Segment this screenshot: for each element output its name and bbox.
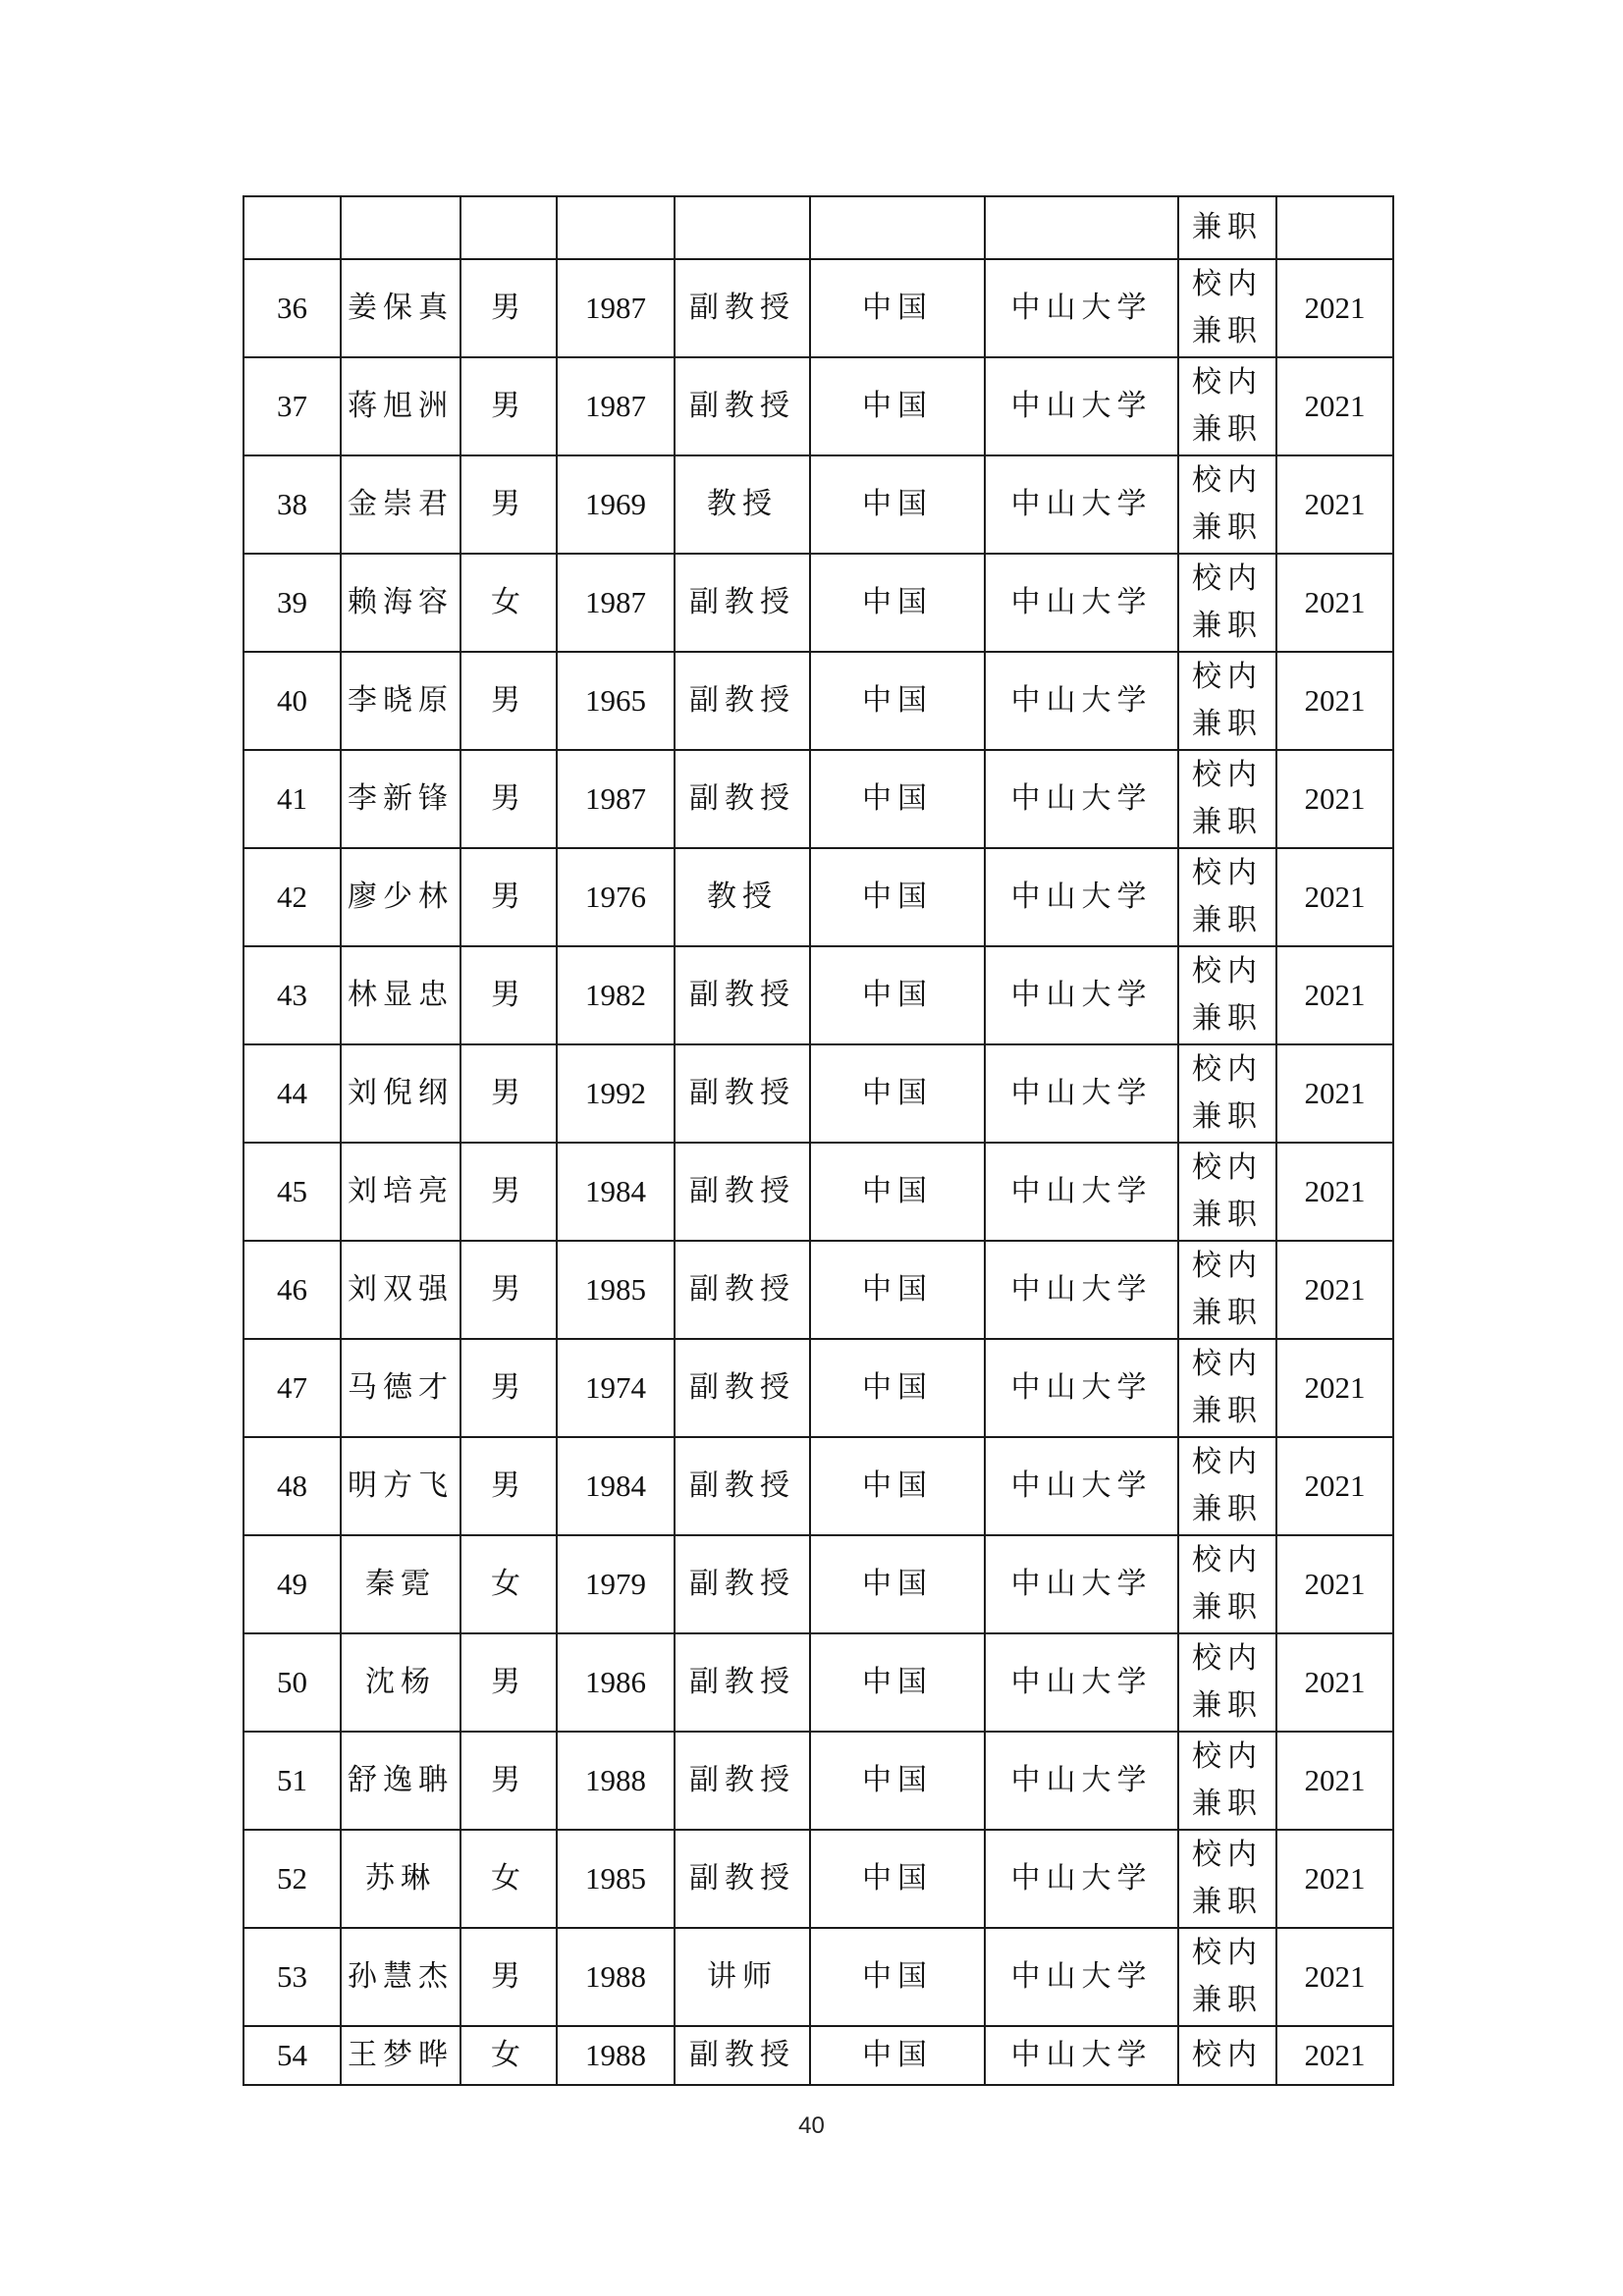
type-line-1: 校内 [1192, 463, 1263, 498]
page-number: 40 [798, 2112, 825, 2139]
cell-country: 中国 [810, 1928, 985, 2026]
type-line-2: 兼职 [1192, 903, 1263, 937]
cell-name: 刘倪纲 [341, 1044, 460, 1143]
type-line-2: 兼职 [1192, 1198, 1263, 1232]
cell-name: 赖海容 [341, 554, 460, 652]
cell-org: 中山大学 [985, 2026, 1178, 2085]
cell-type [1178, 750, 1276, 848]
cell-start: 2021 [1276, 946, 1393, 1044]
cell-year: 1969 [557, 455, 675, 554]
cell-gender: 男 [460, 1339, 557, 1437]
cell-title: 副教授 [675, 1732, 810, 1830]
faculty-table [243, 195, 1394, 2086]
type-line-2: 兼职 [1192, 1394, 1263, 1428]
cell-country: 中国 [810, 1830, 985, 1928]
cell-no: 47 [243, 1339, 341, 1437]
cell-country: 中国 [810, 1241, 985, 1339]
cell-gender: 男 [460, 946, 557, 1044]
cell-no: 50 [243, 1633, 341, 1732]
type-line-1: 校内 [1192, 365, 1263, 400]
cell-start: 2021 [1276, 1044, 1393, 1143]
cell-title: 副教授 [675, 1830, 810, 1928]
cell-type [1178, 259, 1276, 357]
type-line-2: 兼职 [1192, 1787, 1263, 1821]
cell-country: 中国 [810, 1633, 985, 1732]
cell-gender: 男 [460, 750, 557, 848]
cell-start: 2021 [1276, 1535, 1393, 1633]
cell-name: 廖少林 [341, 848, 460, 946]
table-row [243, 554, 1393, 652]
cell-org: 中山大学 [985, 1732, 1178, 1830]
type-line-1: 校内 [1192, 1249, 1263, 1283]
cell-year: 1987 [557, 357, 675, 455]
table-row [243, 357, 1393, 455]
cell-gender: 女 [460, 2026, 557, 2085]
type-line-1: 校内 [1192, 267, 1263, 301]
cell-no: 44 [243, 1044, 341, 1143]
cell-org: 中山大学 [985, 1437, 1178, 1535]
cell-year [557, 196, 675, 259]
cell-type [1178, 1633, 1276, 1732]
cell-name: 沈杨 [341, 1633, 460, 1732]
cell-no: 36 [243, 259, 341, 357]
cell-org: 中山大学 [985, 455, 1178, 554]
cell-org: 中山大学 [985, 1535, 1178, 1633]
type-line-1: 校内 [1192, 1838, 1263, 1872]
table-row [243, 1535, 1393, 1633]
table-row [243, 1044, 1393, 1143]
table-row [243, 1437, 1393, 1535]
cell-type [1178, 652, 1276, 750]
type-line-2: 兼职 [1192, 1590, 1263, 1625]
cell-org: 中山大学 [985, 946, 1178, 1044]
cell-title: 副教授 [675, 259, 810, 357]
type-line-2: 兼职 [1192, 1688, 1263, 1723]
cell-title: 副教授 [675, 1633, 810, 1732]
cell-country: 中国 [810, 1143, 985, 1241]
cell-year: 1988 [557, 2026, 675, 2085]
cell-country: 中国 [810, 1437, 985, 1535]
cell-org: 中山大学 [985, 554, 1178, 652]
cell-name: 姜保真 [341, 259, 460, 357]
cell-year: 1985 [557, 1830, 675, 1928]
cell-gender: 男 [460, 455, 557, 554]
cell-gender: 男 [460, 1928, 557, 2026]
type-line-1: 校内 [1192, 1347, 1263, 1381]
cell-type: 兼职 [1178, 196, 1276, 259]
cell-year: 1976 [557, 848, 675, 946]
cell-country: 中国 [810, 1732, 985, 1830]
cell-title: 副教授 [675, 1535, 810, 1633]
table-body [243, 196, 1393, 2085]
cell-gender: 男 [460, 357, 557, 455]
cell-no: 48 [243, 1437, 341, 1535]
cell-country: 中国 [810, 1535, 985, 1633]
cell-org: 中山大学 [985, 259, 1178, 357]
cell-title: 副教授 [675, 750, 810, 848]
type-line-2: 兼职 [1192, 1296, 1263, 1330]
table-row [243, 1830, 1393, 1928]
cell-start: 2021 [1276, 1143, 1393, 1241]
cell-country: 中国 [810, 1339, 985, 1437]
cell-country [810, 196, 985, 259]
cell-start: 2021 [1276, 1732, 1393, 1830]
cell-name: 王梦晔 [341, 2026, 460, 2085]
cell-gender: 男 [460, 652, 557, 750]
cell-type [1178, 1437, 1276, 1535]
cell-org: 中山大学 [985, 1830, 1178, 1928]
cell-gender: 男 [460, 259, 557, 357]
cell-no: 54 [243, 2026, 341, 2085]
cell-title: 教授 [675, 848, 810, 946]
cell-title: 副教授 [675, 1241, 810, 1339]
cell-org: 中山大学 [985, 1928, 1178, 2026]
cell-country: 中国 [810, 1044, 985, 1143]
cell-no: 38 [243, 455, 341, 554]
cell-no: 42 [243, 848, 341, 946]
cell-start: 2021 [1276, 1437, 1393, 1535]
cell-country: 中国 [810, 259, 985, 357]
cell-name: 苏琳 [341, 1830, 460, 1928]
table-row [243, 652, 1393, 750]
cell-gender: 男 [460, 1732, 557, 1830]
cell-year: 1992 [557, 1044, 675, 1143]
type-line-2: 兼职 [1192, 412, 1263, 447]
table-row [243, 1732, 1393, 1830]
type-line-2: 兼职 [1192, 1492, 1263, 1526]
cell-gender: 男 [460, 848, 557, 946]
cell-start: 2021 [1276, 1241, 1393, 1339]
cell-gender: 女 [460, 1535, 557, 1633]
cell-start: 2021 [1276, 1339, 1393, 1437]
type-line-2: 兼职 [1192, 1885, 1263, 1919]
type-line-1: 校内 [1192, 856, 1263, 890]
cell-title: 副教授 [675, 1437, 810, 1535]
cell-year: 1985 [557, 1241, 675, 1339]
continued-row [243, 196, 1393, 259]
cell-country: 中国 [810, 848, 985, 946]
cell-name: 刘双强 [341, 1241, 460, 1339]
cell-no: 52 [243, 1830, 341, 1928]
cell-org: 中山大学 [985, 750, 1178, 848]
cell-year: 1988 [557, 1732, 675, 1830]
cell-title: 副教授 [675, 357, 810, 455]
cell-name [341, 196, 460, 259]
cell-name: 刘培亮 [341, 1143, 460, 1241]
cell-org: 中山大学 [985, 652, 1178, 750]
cell-country: 中国 [810, 357, 985, 455]
cell-start: 2021 [1276, 357, 1393, 455]
cell-country: 中国 [810, 652, 985, 750]
cell-start: 2021 [1276, 1830, 1393, 1928]
cell-country: 中国 [810, 554, 985, 652]
cell-no: 37 [243, 357, 341, 455]
type-line-1: 校内 [1192, 1543, 1263, 1577]
cell-year: 1984 [557, 1437, 675, 1535]
table-row [243, 946, 1393, 1044]
cell-start [1276, 196, 1393, 259]
cell-start: 2021 [1276, 750, 1393, 848]
cell-gender: 女 [460, 554, 557, 652]
cell-country: 中国 [810, 2026, 985, 2085]
cell-title: 副教授 [675, 1044, 810, 1143]
cell-no: 49 [243, 1535, 341, 1633]
cell-name: 林显忠 [341, 946, 460, 1044]
cell-type [1178, 1535, 1276, 1633]
cell-no: 45 [243, 1143, 341, 1241]
type-line-1: 校内 [1192, 1739, 1263, 1774]
table-row [243, 848, 1393, 946]
cell-name: 李晓原 [341, 652, 460, 750]
cell-title: 副教授 [675, 652, 810, 750]
cell-gender: 男 [460, 1241, 557, 1339]
cell-start: 2021 [1276, 259, 1393, 357]
type-line-2: 兼职 [1192, 805, 1263, 839]
type-line-2: 兼职 [1192, 707, 1263, 741]
cell-year: 1982 [557, 946, 675, 1044]
cell-name: 舒逸聃 [341, 1732, 460, 1830]
cell-start: 2021 [1276, 848, 1393, 946]
cell-title: 副教授 [675, 1143, 810, 1241]
cell-gender: 男 [460, 1437, 557, 1535]
table-row [243, 1633, 1393, 1732]
type-line-1: 校内 [1192, 758, 1263, 792]
cell-no: 43 [243, 946, 341, 1044]
cell-type [1178, 946, 1276, 1044]
table-row [243, 1928, 1393, 2026]
cell-type [1178, 455, 1276, 554]
cell-org: 中山大学 [985, 848, 1178, 946]
cell-name: 孙慧杰 [341, 1928, 460, 2026]
type-line-1: 校内 [1192, 1641, 1263, 1676]
cell-type [1178, 1044, 1276, 1143]
cell-no: 51 [243, 1732, 341, 1830]
type-line-2: 兼职 [1192, 1099, 1263, 1134]
cell-org: 中山大学 [985, 1339, 1178, 1437]
cell-title: 讲师 [675, 1928, 810, 2026]
cell-gender [460, 196, 557, 259]
cell-year: 1984 [557, 1143, 675, 1241]
cell-org: 中山大学 [985, 1241, 1178, 1339]
cell-gender: 男 [460, 1143, 557, 1241]
type-line-1: 校内 [1192, 1445, 1263, 1479]
cell-type [1178, 1339, 1276, 1437]
cell-gender: 男 [460, 1633, 557, 1732]
type-line-1: 校内 [1192, 1150, 1263, 1185]
cell-no: 41 [243, 750, 341, 848]
cell-start: 2021 [1276, 2026, 1393, 2085]
cell-start: 2021 [1276, 554, 1393, 652]
table-row-last [243, 2026, 1393, 2085]
cell-name: 明方飞 [341, 1437, 460, 1535]
cell-title: 副教授 [675, 554, 810, 652]
cell-type [1178, 1241, 1276, 1339]
cell-start: 2021 [1276, 652, 1393, 750]
cell-type [1178, 1830, 1276, 1928]
cell-type: 校内 [1178, 2026, 1276, 2085]
cell-no: 39 [243, 554, 341, 652]
cell-gender: 男 [460, 1044, 557, 1143]
cell-org: 中山大学 [985, 1044, 1178, 1143]
cell-start: 2021 [1276, 1928, 1393, 2026]
cell-title: 教授 [675, 455, 810, 554]
cell-type [1178, 554, 1276, 652]
type-line-2: 兼职 [1192, 1983, 1263, 2017]
cell-year: 1988 [557, 1928, 675, 2026]
cell-year: 1987 [557, 750, 675, 848]
cell-start: 2021 [1276, 1633, 1393, 1732]
table-row [243, 455, 1393, 554]
cell-type [1178, 1143, 1276, 1241]
cell-name: 秦霓 [341, 1535, 460, 1633]
cell-type [1178, 1732, 1276, 1830]
type-line-1: 校内 [1192, 561, 1263, 596]
type-line-1: 校内 [1192, 1052, 1263, 1087]
cell-title: 副教授 [675, 946, 810, 1044]
cell-gender: 女 [460, 1830, 557, 1928]
cell-year: 1965 [557, 652, 675, 750]
cell-country: 中国 [810, 750, 985, 848]
table-row [243, 1339, 1393, 1437]
table-row [243, 259, 1393, 357]
table-row [243, 1241, 1393, 1339]
type-line-1: 校内 [1192, 660, 1263, 694]
cell-no [243, 196, 341, 259]
table-row [243, 750, 1393, 848]
type-line-2: 兼职 [1192, 609, 1263, 643]
cell-org [985, 196, 1178, 259]
cell-title: 副教授 [675, 1339, 810, 1437]
cell-title: 副教授 [675, 2026, 810, 2085]
cell-country: 中国 [810, 455, 985, 554]
cell-year: 1979 [557, 1535, 675, 1633]
cell-year: 1986 [557, 1633, 675, 1732]
cell-no: 46 [243, 1241, 341, 1339]
type-line-2: 兼职 [1192, 314, 1263, 348]
cell-name: 金崇君 [341, 455, 460, 554]
table-row [243, 1143, 1393, 1241]
cell-name: 蒋旭洲 [341, 357, 460, 455]
cell-year: 1987 [557, 554, 675, 652]
cell-year: 1974 [557, 1339, 675, 1437]
cell-org: 中山大学 [985, 1633, 1178, 1732]
type-line-1: 校内 [1192, 954, 1263, 988]
type-line-2: 兼职 [1192, 510, 1263, 545]
cell-no: 40 [243, 652, 341, 750]
cell-no: 53 [243, 1928, 341, 2026]
cell-type [1178, 1928, 1276, 2026]
cell-year: 1987 [557, 259, 675, 357]
cell-org: 中山大学 [985, 357, 1178, 455]
cell-start: 2021 [1276, 455, 1393, 554]
cell-org: 中山大学 [985, 1143, 1178, 1241]
cell-country: 中国 [810, 946, 985, 1044]
cell-name: 李新锋 [341, 750, 460, 848]
type-line-1: 校内 [1192, 1936, 1263, 1970]
cell-title [675, 196, 810, 259]
cell-type [1178, 848, 1276, 946]
cell-type [1178, 357, 1276, 455]
cell-name: 马德才 [341, 1339, 460, 1437]
type-line-2: 兼职 [1192, 1001, 1263, 1036]
